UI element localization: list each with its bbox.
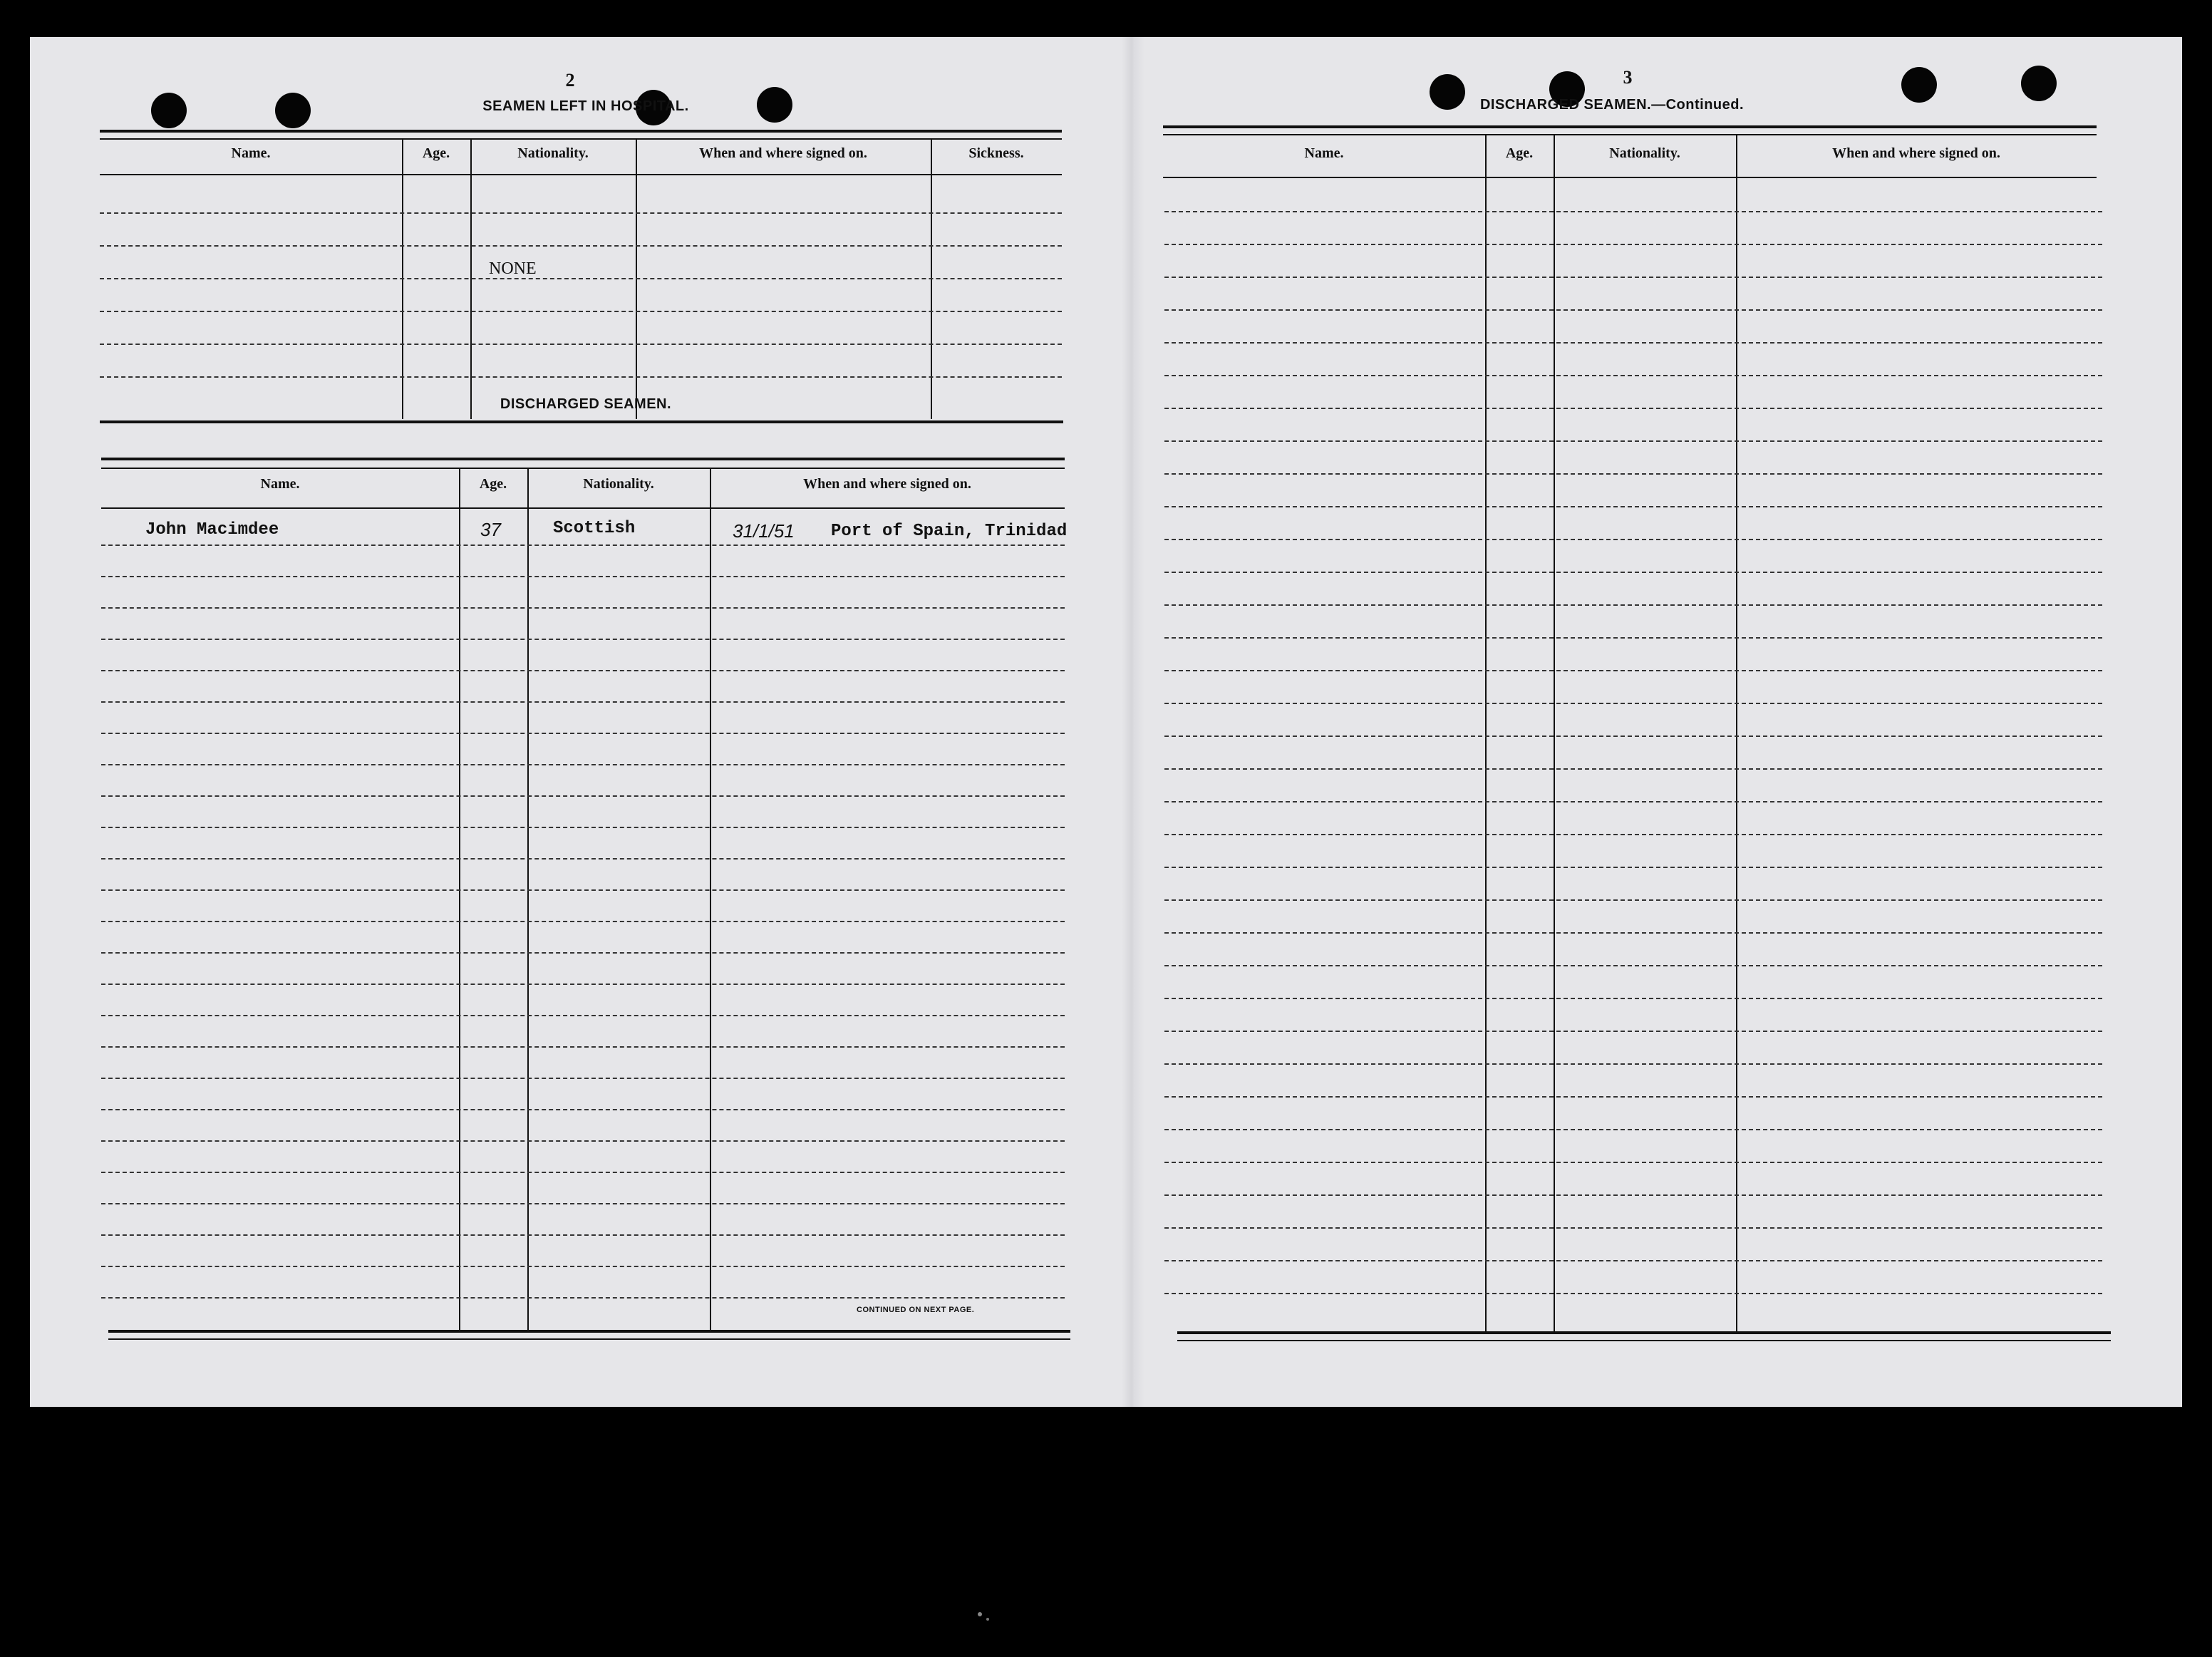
hospital-section-title: SEAMEN LEFT IN HOSPITAL. xyxy=(482,98,689,114)
punch-hole xyxy=(275,93,311,128)
column-header: Age. xyxy=(422,145,450,161)
hospital-entry: NONE xyxy=(489,259,537,278)
scanned-document xyxy=(30,37,2182,1407)
column-header: Name. xyxy=(260,476,300,492)
column-header: When and where signed on. xyxy=(803,476,971,492)
column-header: Name. xyxy=(1304,145,1344,161)
page-number: 2 xyxy=(565,70,575,91)
column-header: Name. xyxy=(231,145,271,161)
column-header: Nationality. xyxy=(517,145,589,161)
scan-speck xyxy=(978,1612,982,1616)
signed-on-date: 31/1/51 xyxy=(733,520,795,542)
seaman-name: John Macimdee xyxy=(145,520,279,540)
punch-hole xyxy=(2021,66,2057,101)
column-header: Nationality. xyxy=(583,476,654,492)
right-section-title: DISCHARGED SEAMEN.—Continued. xyxy=(1479,97,1745,113)
page-number: 3 xyxy=(1623,67,1633,88)
punch-hole xyxy=(1901,67,1937,103)
discharged-section-title: DISCHARGED SEAMEN. xyxy=(500,396,672,412)
punch-hole xyxy=(151,93,187,128)
signed-on-place: Port of Spain, Trinidad xyxy=(831,522,1068,541)
continued-note: CONTINUED ON NEXT PAGE. xyxy=(857,1306,975,1314)
column-header: When and where signed on. xyxy=(1832,145,2000,161)
column-header: Nationality. xyxy=(1609,145,1680,161)
column-header: Age. xyxy=(1505,145,1534,161)
scan-speck xyxy=(986,1618,989,1621)
seaman-nationality: Scottish xyxy=(553,519,636,538)
seaman-age: 37 xyxy=(480,519,501,540)
column-header: Sickness. xyxy=(968,145,1024,161)
page-fold xyxy=(1122,37,1144,1407)
column-header: When and where signed on. xyxy=(699,145,867,161)
column-header: Age. xyxy=(479,476,507,492)
